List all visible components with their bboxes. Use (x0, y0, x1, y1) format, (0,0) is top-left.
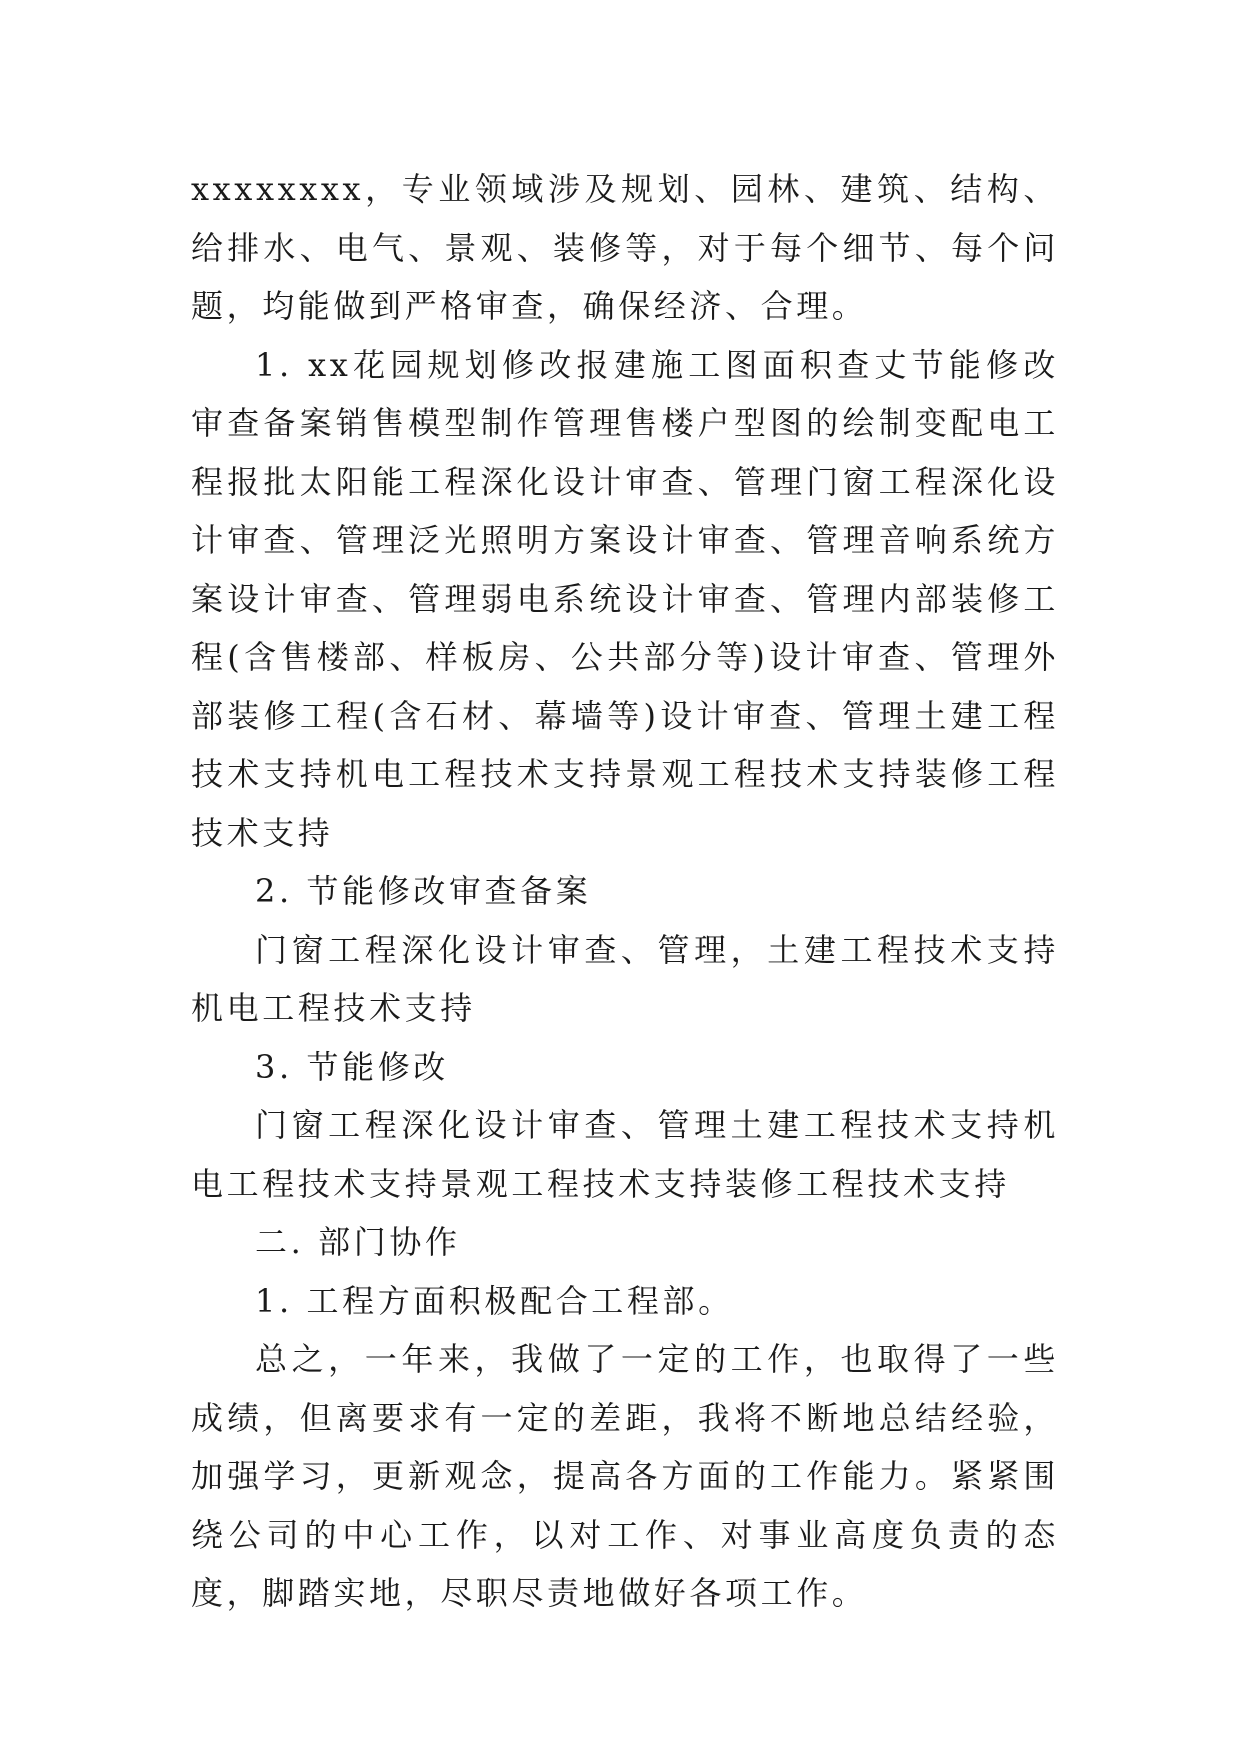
paragraph-item-2-heading: 2. 节能修改审查备案 (255, 872, 592, 910)
paragraph-collaboration-item-1: 1. 工程方面积极配合工程部。 (255, 1281, 734, 1320)
paragraph-item-1: 1. xx花园规划修改报建施工图面积查丈节能修改审查备案销售模型制作管理售楼户型图的绘制变配电工程报批太阳能工程深化设计审查、管理门窗工程深化设计审查、管理泛光照明方案设计审查、管理音响系统方案设计审查、管理弱电系统设计审查、管理内部装修工程(含售楼部、样板房、公共部分等)设计审查、管理外部装修工程(含石材、幕墙等)设计审查、管理土建工程技术支持机电工程技术支持景观工程技术支持装修工程技术支持 (191, 345, 1059, 852)
section-heading-department-collaboration: 二. 部门协作 (255, 1223, 461, 1261)
paragraph-intro: xxxxxxxx，专业领域涉及规划、园林、建筑、结构、给排水、电气、景观、装修等，对于每个细节、每个问题，均能做到严格审查，确保经济、合理。 (191, 170, 1059, 325)
paragraph-item-2-body: 门窗工程深化设计审查、管理，土建工程技术支持机电工程技术支持 (191, 930, 1059, 1027)
document-body (191, 160, 1059, 1623)
paragraph-item-3-body: 门窗工程深化设计审查、管理土建工程技术支持机电工程技术支持景观工程技术支持装修工程技术支持 (191, 1106, 1059, 1203)
paragraph-item-3-heading: 3. 节能修改 (255, 1047, 449, 1086)
paragraph-conclusion: 总之，一年来，我做了一定的工作，也取得了一些成绩，但离要求有一定的差距，我将不断地总结经验，加强学习，更新观念，提高各方面的工作能力。紧紧围绕公司的中心工作，以对工作、对事业高度负责的态度，脚踏实地，尽职尽责地做好各项工作。 (191, 1340, 1059, 1612)
